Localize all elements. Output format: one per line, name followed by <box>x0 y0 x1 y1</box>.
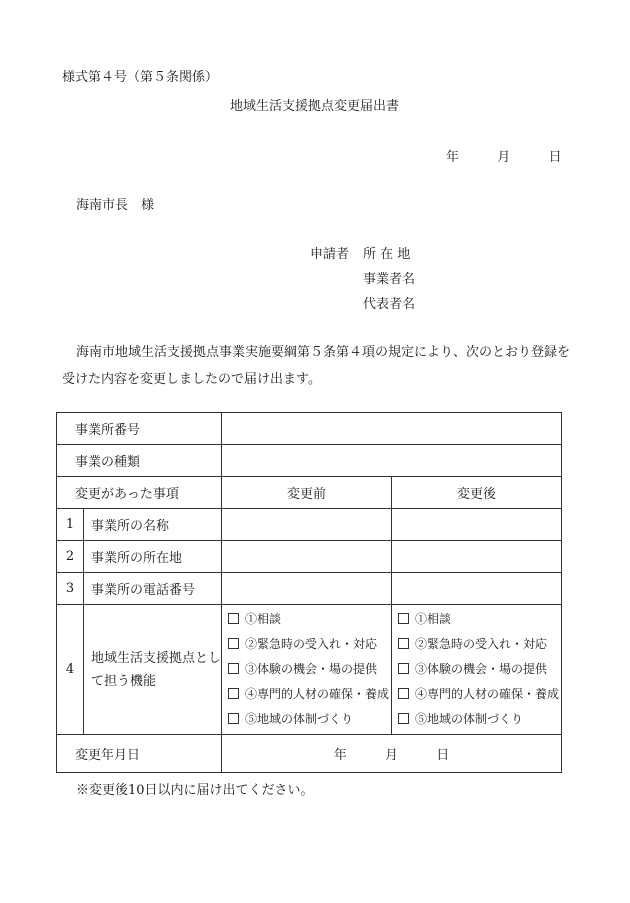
option-item[interactable] <box>398 657 561 682</box>
business-type-label: 事業の種類 <box>57 445 222 477</box>
change-day-label: 日 <box>436 748 450 763</box>
header-row <box>57 477 562 509</box>
row-label: 事業所の電話番号 <box>84 573 222 605</box>
function-row <box>57 605 562 735</box>
date-month-label: 月 <box>497 150 511 165</box>
before-field[interactable] <box>222 573 392 605</box>
function-label: 地域生活支援拠点として担う機能 <box>84 605 222 735</box>
option-label: ②緊急時の受入れ・対応 <box>245 637 378 651</box>
business-name-label: 事業者名 <box>363 272 416 287</box>
option-label: ③体験の機会・場の提供 <box>415 662 548 676</box>
change-date-label: 変更年月日 <box>57 735 222 773</box>
checkbox-icon[interactable] <box>228 638 239 649</box>
date-year-label: 年 <box>446 150 460 165</box>
office-number-label: 事業所番号 <box>57 413 222 445</box>
checkbox-icon[interactable] <box>228 613 239 624</box>
addressee: 海南市長 様 <box>76 198 155 213</box>
body-paragraph: 海南市地域生活支援拠点事業実施要綱第５条第４項の規定により、次のとおり登録を受けた内容を変更しましたので届け出ます。 <box>62 345 571 387</box>
document-title: 地域生活支援拠点変更届出書 <box>230 99 400 114</box>
row-number: 1 <box>57 509 84 541</box>
checkbox-icon[interactable] <box>228 713 239 724</box>
office-number-field[interactable] <box>222 413 562 445</box>
table-row <box>57 573 562 605</box>
table-row <box>57 509 562 541</box>
representative-label: 代表者名 <box>363 297 416 312</box>
row-number: 4 <box>57 605 84 735</box>
after-field[interactable] <box>392 541 562 573</box>
option-label: ④専門的人材の確保・養成 <box>245 687 390 701</box>
row-number: 3 <box>57 573 84 605</box>
after-field[interactable] <box>392 573 562 605</box>
option-label: ①相談 <box>245 612 282 626</box>
row-label: 事業所の名称 <box>84 509 222 541</box>
option-item[interactable] <box>228 682 391 707</box>
row-number: 2 <box>57 541 84 573</box>
date-day-label: 日 <box>548 150 562 165</box>
footnote: ※変更後10日以内に届け出てください。 <box>76 783 314 798</box>
after-options <box>392 605 562 735</box>
checkbox-icon[interactable] <box>398 713 409 724</box>
submission-date <box>446 146 562 165</box>
change-date-row <box>57 735 562 773</box>
option-label: ②緊急時の受入れ・対応 <box>415 637 548 651</box>
option-item[interactable] <box>228 707 391 732</box>
checkbox-icon[interactable] <box>398 613 409 624</box>
form-number: 様式第４号（第５条関係） <box>62 70 219 85</box>
changed-item-header: 変更があった事項 <box>57 477 222 509</box>
checkbox-icon[interactable] <box>228 688 239 699</box>
option-label: ⑤地域の体制づくり <box>415 712 524 726</box>
before-field[interactable] <box>222 509 392 541</box>
address-label: 所 在 地 <box>363 247 411 262</box>
after-header: 変更後 <box>392 477 562 509</box>
before-options <box>222 605 392 735</box>
business-type-field[interactable] <box>222 445 562 477</box>
option-item[interactable] <box>398 607 561 632</box>
after-field[interactable] <box>392 509 562 541</box>
change-form-table <box>56 412 562 773</box>
before-header: 変更前 <box>222 477 392 509</box>
row-label: 事業所の所在地 <box>84 541 222 573</box>
option-item[interactable] <box>398 632 561 657</box>
option-item[interactable] <box>228 632 391 657</box>
change-year-label: 年 <box>333 748 347 763</box>
before-field[interactable] <box>222 541 392 573</box>
business-type-row <box>57 445 562 477</box>
office-number-row <box>57 413 562 445</box>
option-label: ③体験の機会・場の提供 <box>245 662 378 676</box>
change-date-field[interactable] <box>222 735 562 773</box>
checkbox-icon[interactable] <box>398 663 409 674</box>
option-label: ④専門的人材の確保・養成 <box>415 687 560 701</box>
table-row <box>57 541 562 573</box>
checkbox-icon[interactable] <box>228 663 239 674</box>
option-item[interactable] <box>398 707 561 732</box>
option-item[interactable] <box>398 682 561 707</box>
checkbox-icon[interactable] <box>398 688 409 699</box>
applicant-label: 申請者 <box>310 247 350 262</box>
option-label: ⑤地域の体制づくり <box>245 712 354 726</box>
option-item[interactable] <box>228 657 391 682</box>
checkbox-icon[interactable] <box>398 638 409 649</box>
change-month-label: 月 <box>385 748 399 763</box>
option-label: ①相談 <box>415 612 452 626</box>
option-item[interactable] <box>228 607 391 632</box>
